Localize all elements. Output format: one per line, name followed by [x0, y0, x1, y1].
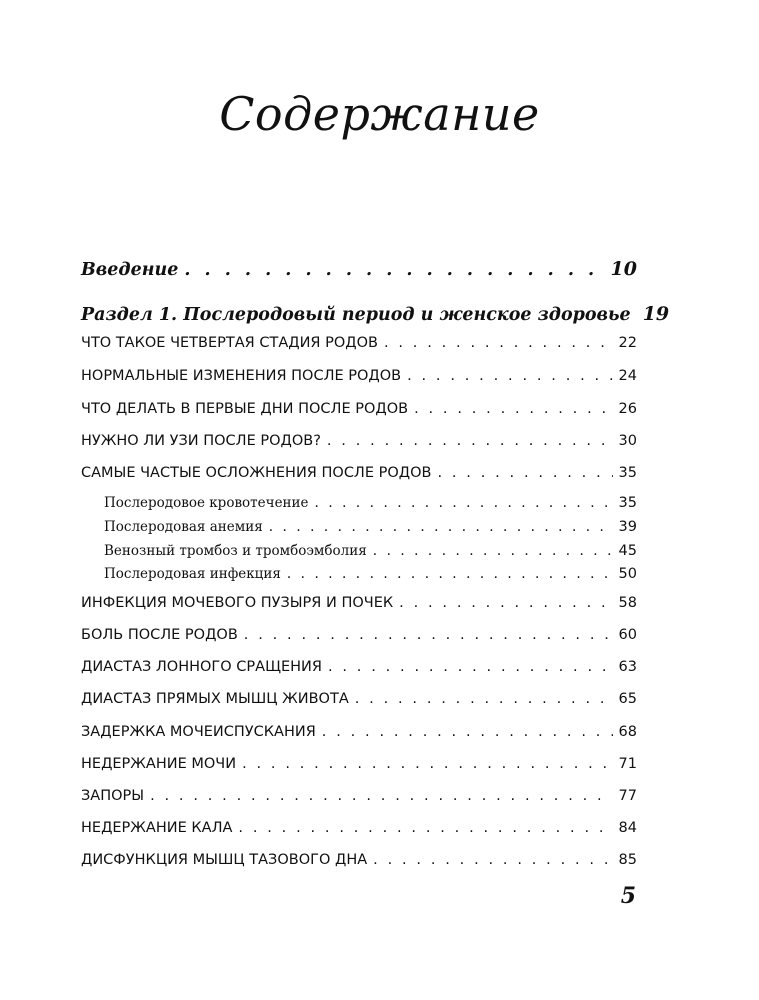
dot-leader	[238, 820, 612, 836]
toc-entry-chapter[interactable]	[81, 852, 637, 868]
toc-entry-label: ЧТО ТАКОЕ ЧЕТВЕРТАЯ СТАДИЯ РОДОВ	[81, 335, 378, 351]
toc-entry-label: САМЫЕ ЧАСТЫЕ ОСЛОЖНЕНИЯ ПОСЛЕ РОДОВ	[81, 465, 432, 481]
toc-entry-label: Введение	[81, 260, 179, 280]
toc-entry-page: 30	[618, 433, 637, 449]
toc-entry-chapter[interactable]	[81, 627, 637, 643]
dot-leader	[269, 519, 613, 535]
page-number: 5	[620, 883, 636, 909]
toc-entry-page: 65	[618, 691, 637, 707]
toc-entry-label: Раздел 1. Послеродовый период и женское здоровье	[81, 305, 631, 325]
toc-entry-page: 71	[618, 756, 637, 772]
toc-entry-chapter[interactable]	[81, 756, 637, 772]
dot-leader	[287, 566, 613, 582]
dot-leader	[373, 543, 613, 559]
toc-entry-section[interactable]	[104, 543, 637, 559]
toc-entry-label: ЗАПОРЫ	[81, 788, 145, 804]
toc-entry-page: 63	[618, 659, 637, 675]
toc-entry-page: 84	[618, 820, 637, 836]
dot-leader	[327, 433, 613, 449]
toc-entry-label: ИНФЕКЦИЯ МОЧЕВОГО ПУЗЫРЯ И ПОЧЕК	[81, 595, 394, 611]
toc-entry-label: ДИАСТАЗ ЛОННОГО СРАЩЕНИЯ	[81, 659, 322, 675]
toc-entry-label: ЧТО ДЕЛАТЬ В ПЕРВЫЕ ДНИ ПОСЛЕ РОДОВ	[81, 401, 409, 417]
dot-leader	[184, 260, 604, 280]
toc-entry-chapter[interactable]	[81, 465, 637, 481]
toc-entry-page: 24	[618, 368, 637, 384]
dot-leader	[315, 495, 613, 511]
toc-entry-page: 85	[618, 852, 637, 868]
toc-entry-section[interactable]	[104, 495, 637, 511]
toc-entry-chapter[interactable]	[81, 433, 637, 449]
toc-entry-label: ЗАДЕРЖКА МОЧЕИСПУСКАНИЯ	[81, 724, 316, 740]
toc-entry-section[interactable]	[104, 519, 637, 535]
toc-entry-page: 26	[618, 401, 637, 417]
dot-leader	[150, 788, 612, 804]
dot-leader	[384, 335, 613, 351]
toc-entry-page: 50	[618, 566, 637, 582]
dot-leader	[414, 401, 612, 417]
toc-entry-label: ДИАСТАЗ ПРЯМЫХ МЫШЦ ЖИВОТА	[81, 691, 349, 707]
toc-entry-chapter[interactable]	[81, 335, 637, 351]
dot-leader	[437, 465, 612, 481]
toc-entry-page: 22	[618, 335, 637, 351]
dot-leader	[322, 724, 613, 740]
toc-entry-label: Послеродовая инфекция	[104, 566, 281, 582]
dot-leader	[399, 595, 612, 611]
toc-entry-introduction[interactable]	[81, 258, 637, 280]
toc-entry-page: 35	[618, 465, 637, 481]
dot-leader	[244, 627, 613, 643]
toc-entry-chapter[interactable]	[81, 595, 637, 611]
toc-entry-page: 60	[618, 627, 637, 643]
dot-leader	[328, 659, 613, 675]
toc-entry-page: 58	[618, 595, 637, 611]
toc-entry-chapter[interactable]	[81, 401, 637, 417]
toc-entry-page: 35	[618, 495, 637, 511]
toc-entry-label: Послеродовое кровотечение	[104, 495, 309, 511]
toc-entry-label: Венозный тромбоз и тромбоэмболия	[104, 543, 367, 559]
toc-entry-chapter[interactable]	[81, 691, 637, 707]
toc-entry-section[interactable]	[104, 566, 637, 582]
toc-entry-page: 10	[610, 258, 637, 280]
toc-entry-page: 39	[618, 519, 637, 535]
toc-entry-page: 68	[618, 724, 637, 740]
toc-entry-chapter[interactable]	[81, 659, 637, 675]
toc-entry-page: 77	[618, 788, 637, 804]
toc-entry-page: 19	[642, 303, 670, 325]
dot-leader	[355, 691, 613, 707]
toc-entry-page: 45	[618, 543, 637, 559]
toc-entry-chapter[interactable]	[81, 788, 637, 804]
dot-leader	[242, 756, 612, 772]
toc-entry-label: НУЖНО ЛИ УЗИ ПОСЛЕ РОДОВ?	[81, 433, 321, 449]
toc-entry-label: ДИСФУНКЦИЯ МЫШЦ ТАЗОВОГО ДНА	[81, 852, 368, 868]
toc-entry-chapter[interactable]	[81, 368, 637, 384]
dot-leader	[407, 368, 612, 384]
toc-entry-chapter[interactable]	[81, 724, 637, 740]
toc-entry-label: НЕДЕРЖАНИЕ КАЛА	[81, 820, 233, 836]
page-title: Содержание	[219, 87, 540, 141]
toc-entry-label: НЕДЕРЖАНИЕ МОЧИ	[81, 756, 237, 772]
toc-entry-label: Послеродовая анемия	[104, 519, 263, 535]
dot-leader	[373, 852, 612, 868]
toc-entry-part-1[interactable]	[81, 303, 670, 325]
toc-entry-label: НОРМАЛЬНЫЕ ИЗМЕНЕНИЯ ПОСЛЕ РОДОВ	[81, 368, 402, 384]
toc-entry-chapter[interactable]	[81, 820, 637, 836]
toc-entry-label: БОЛЬ ПОСЛЕ РОДОВ	[81, 627, 238, 643]
